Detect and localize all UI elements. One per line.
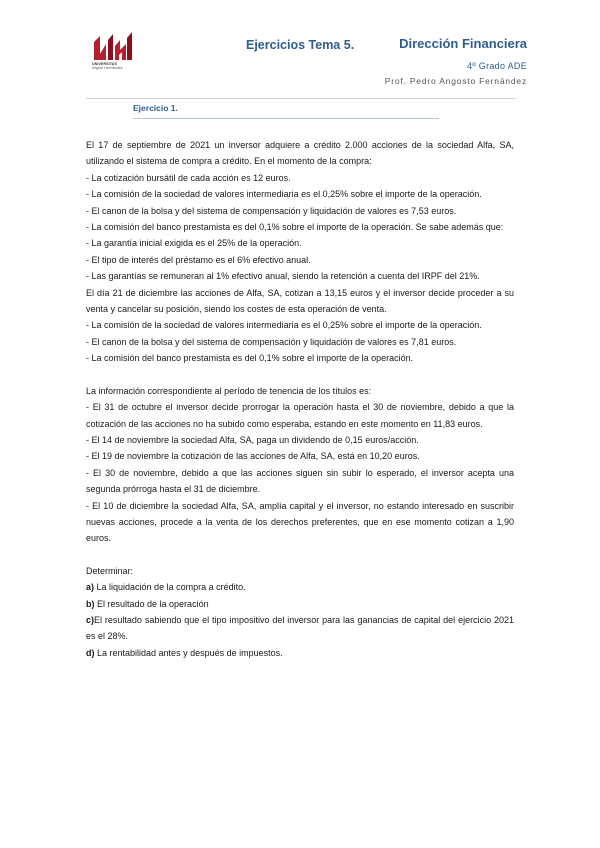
document-title: Ejercicios Tema 5. <box>246 38 355 52</box>
question-letter: c) <box>86 614 95 625</box>
holding-intro: La información correspondiente al período de tenencia de los títulos es: <box>86 385 372 396</box>
question-text: La liquidación de la compra a crédito. <box>94 582 246 593</box>
holding-item: - El 31 de octubre el inversor decide prorrogar la operación hasta el 30 de noviembre, debido a que la cotización de las acciones no ha subido como esperaba, estando en este momento en 11,83 euros. <box>86 402 514 429</box>
question-item <box>86 645 514 661</box>
grade-label: 4º Grado ADE <box>467 61 527 71</box>
paragraph: - El tipo de interés del préstamo es el 6% efectivo anual. <box>86 254 311 265</box>
question-item <box>86 596 514 612</box>
exercise-body <box>86 137 514 661</box>
paragraph: - La comisión de la sociedad de valores intermediaria es el 0,25% sobre el importe de la operación. <box>86 189 482 200</box>
holding-item: - El 30 de noviembre, debido a que las acciones siguen sin subir lo esperado, el inversor acepta una segunda prórroga hasta el 31 de diciembre. <box>86 467 514 495</box>
exercise-heading: Ejercicio 1. <box>133 103 178 113</box>
professor-name: Prof. Pedro Angosto Fernández <box>384 76 527 86</box>
paragraph: - La comisión de la sociedad de valores intermediaria es el 0,25% sobre el importe de la operación. <box>86 320 482 331</box>
paragraph: - La garantía inicial exigida es el 25% de la operación. <box>86 238 302 249</box>
logo-caption: UNIVERSITAS Miguel Hernández <box>92 62 123 71</box>
paragraph: - La comisión del banco prestamista es del 0,1% sobre el importe de la operación. Se sabe además que: <box>86 222 504 233</box>
paragraph: El día 21 de diciembre las acciones de Alfa, SA, cotizan a 13,15 euros y el inversor decide proceder a su venta y cancelar su posición, siendo los costes de esta operación de venta. <box>86 287 514 315</box>
spacer <box>86 367 514 383</box>
exercise-underline <box>133 118 439 119</box>
paragraph: - Las garantías se remuneran al 1% efectivo anual, siendo la retención a cuenta del IRPF del 21%. <box>86 271 480 282</box>
question-item <box>86 579 514 595</box>
question-letter: d) <box>86 647 95 658</box>
paragraph: - La comisión del banco prestamista es del 0,1% sobre el importe de la operación. <box>86 353 414 364</box>
spacer <box>86 547 514 563</box>
question-text: La rentabilidad antes y después de impuestos. <box>94 647 283 658</box>
question-item <box>86 612 514 645</box>
holding-item: - El 19 de noviembre la cotización de las acciones de Alfa, SA, está en 10,20 euros. <box>86 451 420 462</box>
paragraph: - La cotización bursátil de cada acción es 12 euros. <box>86 172 291 183</box>
paragraph: - El canon de la bolsa y del sistema de compensación y liquidación de valores es 7,81 euros. <box>86 336 457 347</box>
question-letter: a) <box>86 582 95 593</box>
holding-item: - El 10 de diciembre la sociedad Alfa, SA, amplía capital y el inversor, no estando interesado en suscribir nuevas acciones, procede a la venta de los derechos preferentes, que en ese momento cotizan a 1,90 euros. <box>86 500 514 544</box>
question-text: El resultado de la operación <box>94 598 209 609</box>
paragraph: - El canon de la bolsa y del sistema de compensación y liquidación de valores es 7,53 euros. <box>86 205 457 216</box>
paragraph: El 17 de septiembre de 2021 un inversor adquiere a crédito 2.000 acciones de la sociedad Alfa, SA, utilizando el sistema de compra a crédito. En el momento de la compra: <box>86 140 514 167</box>
holding-item: - El 14 de noviembre la sociedad Alfa, SA, paga un dividendo de 0,15 euros/acción. <box>86 434 419 445</box>
header-divider <box>86 98 516 99</box>
determine-label: Determinar: <box>86 565 134 576</box>
question-letter: b) <box>86 598 95 609</box>
subject-title: Dirección Financiera <box>399 36 527 51</box>
question-text: El resultado sabiendo que el tipo impositivo del inversor para las ganancias de capital del ejercicio 2021 es el 28%. <box>86 614 514 642</box>
